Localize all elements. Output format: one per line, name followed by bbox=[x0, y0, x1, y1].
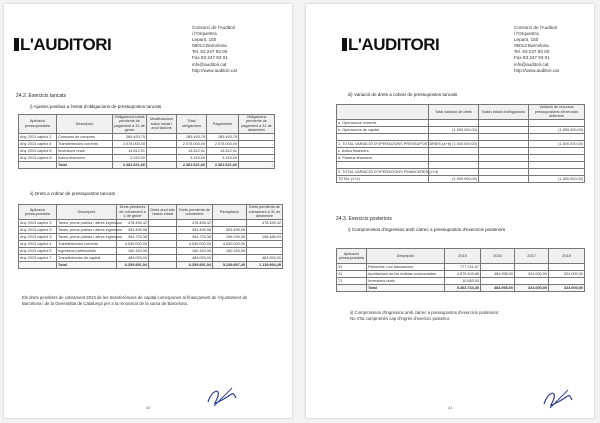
obligations-table bbox=[18, 114, 275, 169]
table-row bbox=[337, 127, 585, 134]
column-header: Variació de recursos pressupostaris d'exercicis anteriors bbox=[529, 105, 585, 120]
column-header: Drets pendents de cobrament bbox=[177, 205, 213, 220]
table-cell: 4.530.000,00 bbox=[177, 241, 213, 248]
address-line: info@auditori.cat bbox=[514, 61, 549, 67]
table-cell: (1.500.000,00) bbox=[429, 176, 479, 183]
table-cell: Patrocinis i col·laboracions bbox=[367, 264, 445, 271]
table-cell: (1.500.000,00) bbox=[529, 141, 585, 148]
table-cell: (1.500.000,00) bbox=[429, 127, 479, 134]
column-header: Descripció bbox=[57, 115, 113, 134]
table-cell: 10.583,00 bbox=[445, 278, 481, 285]
table-cell: 71 bbox=[337, 278, 367, 285]
address-line: info@auditori.cat bbox=[192, 61, 227, 67]
table-cell bbox=[149, 220, 177, 227]
table-cell: 324.000,00 bbox=[549, 271, 585, 278]
note-line: No s'ha compromès cap d'ingrés d'exercici posterior. bbox=[350, 316, 451, 321]
table-cell: Taxes, preus públics i altres ingressos bbox=[58, 221, 122, 225]
column-header: Total variació de drets bbox=[429, 105, 479, 120]
table-cell: 14.812,91 bbox=[113, 147, 147, 154]
table-cell: Consums de compres bbox=[57, 133, 113, 140]
table-cell: Inversions reals bbox=[57, 147, 113, 154]
table-cell: 6.359.891,94 bbox=[117, 262, 149, 269]
table-cell bbox=[19, 161, 57, 168]
table-cell: 2. TOTAL VARIACIÓ D'OPERACIONS FINANCERES (c+d) bbox=[338, 170, 438, 174]
address-line: Tel. 93 247 93 00 bbox=[192, 49, 228, 55]
table-cell: Any 2013 capítol 3 bbox=[19, 234, 57, 241]
table-cell: 4.575.409,68 bbox=[445, 271, 481, 278]
table-cell: - bbox=[239, 147, 275, 154]
table-row bbox=[337, 264, 585, 271]
table-cell: (1.500.000,00) bbox=[529, 176, 585, 183]
variation-table bbox=[336, 104, 585, 183]
table-cell: Any 2013 capítol 2 bbox=[19, 133, 57, 140]
table-cell bbox=[549, 264, 585, 271]
table-title: i) Ajustos positius a l'estat d'obligacions de pressupostos tancats bbox=[30, 104, 162, 109]
table-cell: Actius financers bbox=[57, 154, 113, 161]
footnote bbox=[350, 310, 584, 322]
table-cell: 353.495,08 bbox=[177, 227, 213, 234]
table-row bbox=[337, 162, 585, 169]
table-cell: 6.359.891,94 bbox=[177, 262, 213, 269]
table-row bbox=[337, 148, 585, 155]
table-cell: b. Operacions de capital bbox=[337, 127, 429, 134]
table-cell: c. Actius financers bbox=[337, 148, 429, 155]
table-cell: - bbox=[247, 248, 283, 255]
table-row bbox=[337, 278, 585, 285]
table-cell bbox=[515, 264, 549, 271]
table-cell: 3.315,00 bbox=[177, 154, 207, 161]
table-cell: 478.455,42 bbox=[247, 220, 283, 227]
table-cell bbox=[147, 147, 177, 154]
table-cell: Any 2013 capítol 6 bbox=[19, 147, 57, 154]
table-cell: 483.053,00 bbox=[247, 255, 283, 262]
table-cell: Taxes, preus públics i altres ingressos bbox=[58, 235, 122, 239]
table-cell bbox=[479, 134, 529, 141]
footnote bbox=[22, 295, 282, 307]
table-cell bbox=[147, 133, 177, 140]
table-cell: Any 2013 capítol 3 bbox=[19, 220, 57, 227]
table-cell: Any 2013 capítol 3 bbox=[19, 227, 57, 234]
table-cell bbox=[479, 169, 529, 176]
address-line: i l'Orquestra bbox=[514, 31, 539, 37]
section-title: 24.2. Exercicis tancats bbox=[16, 93, 67, 99]
table-cell bbox=[429, 148, 479, 155]
address-line: i l'Orquestra bbox=[192, 31, 217, 37]
table-cell: 1. TOTAL VARIACIÓ D'OPERACIONS PRESSUPOSTÀRIES (a+b) bbox=[338, 142, 452, 146]
table-cell: 41 bbox=[337, 271, 367, 278]
table-cell: 478.455,42 bbox=[177, 220, 213, 227]
table-cell: Transferències corrents bbox=[57, 241, 117, 248]
table-cell bbox=[19, 262, 57, 269]
table-cell: 324.000,00 bbox=[515, 271, 549, 278]
note-line: Els drets pendents de cobrament 2013 de les transferències de capital corresponen al finançament de l'Ajuntament de bbox=[22, 295, 248, 300]
table-row bbox=[19, 248, 283, 255]
table-cell: 285.493,75 bbox=[177, 133, 207, 140]
table-cell bbox=[481, 264, 515, 271]
column-header: Drets pendents de cobrament a 31 de desembre bbox=[247, 205, 283, 220]
table-cell bbox=[479, 127, 529, 134]
column-header: Aplicació pressupostària bbox=[19, 115, 57, 134]
table-title: i) Compromisos d'ingressos amb càrrec a pressupostos d'exercicis posteriors bbox=[348, 227, 506, 232]
table-row bbox=[19, 241, 283, 248]
total-row bbox=[19, 262, 283, 269]
table-cell bbox=[149, 255, 177, 262]
table-cell: Total bbox=[57, 262, 117, 269]
receivables-table bbox=[18, 204, 283, 269]
total-row bbox=[337, 285, 585, 292]
table-cell: 2.381.621,66 bbox=[177, 161, 207, 168]
table-cell: Taxes, preus públics i altres ingressos bbox=[58, 228, 122, 232]
address-line: Lepant, 150 bbox=[192, 37, 217, 43]
table-cell bbox=[147, 140, 177, 147]
table-cell bbox=[429, 162, 479, 169]
table-cell: 777.741,67 bbox=[445, 264, 481, 271]
table-cell: - bbox=[239, 140, 275, 147]
document-page-right bbox=[306, 4, 594, 418]
table-cell bbox=[479, 148, 529, 155]
column-header: 2018 bbox=[549, 249, 585, 264]
table-cell: 484.958,00 bbox=[481, 285, 515, 292]
table-cell bbox=[149, 262, 177, 269]
table-cell: 196.239,35 bbox=[213, 234, 247, 241]
future-commitments-table bbox=[336, 248, 585, 292]
address-line: 08013 Barcelona bbox=[514, 43, 549, 49]
document-page-left bbox=[4, 4, 292, 418]
table-cell: 4.530.000,00 bbox=[213, 241, 247, 248]
signature-icon bbox=[202, 384, 242, 410]
table-cell: - bbox=[529, 169, 585, 176]
table-cell bbox=[481, 278, 515, 285]
table-row bbox=[19, 234, 283, 241]
table-cell: 3.315,00 bbox=[113, 154, 147, 161]
table-cell: 483.053,00 bbox=[177, 255, 213, 262]
table-cell: 353.495,08 bbox=[213, 227, 247, 234]
table-cell bbox=[479, 176, 529, 183]
table-cell: 2.381.621,66 bbox=[113, 161, 147, 168]
table-cell: a. Operacions corrents bbox=[337, 120, 429, 127]
table-cell: Total bbox=[367, 285, 445, 292]
section-title: 24.3. Exercicis posteriors bbox=[336, 216, 392, 222]
column-header: Descripció bbox=[367, 249, 445, 264]
address-line: Lepant, 150 bbox=[514, 37, 539, 43]
address-line: Consorci de l'Auditori bbox=[514, 25, 558, 30]
table-cell: Transferències corrents bbox=[57, 140, 113, 147]
table-cell: (1.500.000,00) bbox=[529, 127, 585, 134]
table-cell: 160.163,06 bbox=[117, 248, 149, 255]
table-cell bbox=[529, 120, 585, 127]
table-cell bbox=[429, 155, 479, 162]
table-row bbox=[19, 133, 275, 140]
table-cell: 4.530.000,00 bbox=[117, 241, 149, 248]
table-cell bbox=[147, 161, 177, 168]
total-row bbox=[19, 161, 275, 168]
table-cell: - bbox=[239, 154, 275, 161]
table-cell bbox=[515, 278, 549, 285]
table-cell: - bbox=[529, 148, 585, 155]
table-row bbox=[19, 147, 275, 154]
table-cell bbox=[213, 220, 247, 227]
table-cell: TOTAL (1+2) bbox=[337, 176, 429, 183]
table-row bbox=[337, 155, 585, 162]
column-header: Obligacions pendents de pagament a 31 de desembre bbox=[239, 115, 275, 134]
table-cell: - bbox=[529, 155, 585, 162]
table-cell: Inversions reals bbox=[367, 278, 445, 285]
signature-icon bbox=[538, 386, 578, 412]
table-cell: 354.725,38 bbox=[117, 234, 149, 241]
column-header: Obligacions totals pendents de pagament a 31 de gener bbox=[114, 115, 145, 133]
column-header: Saldo inicial d'obligacions bbox=[479, 105, 529, 120]
table-cell bbox=[149, 227, 177, 234]
table-cell bbox=[549, 278, 585, 285]
table-cell: 324.000,00 bbox=[549, 285, 585, 292]
table-title: iii) Variació de drets a cobrar de pressupostos tancats bbox=[348, 92, 458, 97]
column-header: 2016 bbox=[481, 249, 515, 264]
table-cell: 14.812,91 bbox=[207, 147, 239, 154]
table-cell bbox=[529, 134, 585, 141]
address-line: Tel. 93 247 93 00 bbox=[514, 49, 550, 55]
table-cell: Ingressos patrimonials bbox=[57, 248, 117, 255]
table-cell bbox=[479, 155, 529, 162]
table-cell: 285.493,75 bbox=[207, 133, 239, 140]
table-cell: Any 2013 capítol 5 bbox=[19, 248, 57, 255]
table-cell: d. Passius financers bbox=[337, 155, 429, 162]
table-cell: - bbox=[239, 161, 275, 168]
auditori-logo: L'AUDITORI bbox=[342, 35, 439, 55]
table-cell: 1.119.994,45 bbox=[247, 262, 283, 269]
table-cell bbox=[479, 162, 529, 169]
table-cell bbox=[429, 120, 479, 127]
column-header: 2015 bbox=[445, 249, 481, 264]
table-row bbox=[337, 169, 585, 176]
note-line: Barcelona i de la Generalitat de Catalunya per a la renovació de la xarxa de Barcelona. bbox=[22, 301, 189, 306]
table-row bbox=[19, 154, 275, 161]
table-cell: Any 2013 capítol 7 bbox=[19, 255, 57, 262]
table-cell bbox=[149, 248, 177, 255]
table-cell: Transferències de capital bbox=[57, 255, 117, 262]
table-cell bbox=[337, 162, 429, 169]
page-number: 40 bbox=[146, 405, 151, 410]
table-cell: 14.812,91 bbox=[177, 147, 207, 154]
address-line: Consorci de l'Auditori bbox=[192, 25, 236, 30]
table-cell: Any 2013 capítol 4 bbox=[19, 140, 57, 147]
table-cell bbox=[479, 120, 529, 127]
table-cell: - bbox=[239, 133, 275, 140]
address-block bbox=[192, 25, 237, 74]
table-cell bbox=[337, 134, 429, 141]
table-cell: 2.078.000,00 bbox=[177, 140, 207, 147]
column-header: Drets anul·lats i saldo inicial bbox=[149, 205, 177, 220]
table-cell: 2.381.621,66 bbox=[207, 161, 239, 168]
table-cell: Total bbox=[57, 161, 113, 168]
table-cell bbox=[429, 134, 479, 141]
table-cell: 31 bbox=[337, 264, 367, 271]
auditori-logo: L'AUDITORI bbox=[14, 35, 111, 55]
table-cell: 5.239.897,49 bbox=[213, 262, 247, 269]
address-line: http://www.auditori.cat bbox=[192, 67, 237, 73]
table-cell: - bbox=[247, 227, 283, 234]
table-cell: 354.725,38 bbox=[177, 234, 213, 241]
table-row bbox=[337, 271, 585, 278]
page-number: 41 bbox=[448, 405, 453, 410]
table-cell: 324.000,00 bbox=[515, 285, 549, 292]
table-cell: 285.493,75 bbox=[113, 133, 147, 140]
column-header: 2017 bbox=[515, 249, 549, 264]
logo-mark-icon bbox=[342, 38, 347, 51]
address-line: 08013 Barcelona bbox=[192, 43, 227, 49]
column-header: Aplicació pressupostària bbox=[19, 205, 57, 220]
column-header: Modificacions saldo inicial i anul·lacions bbox=[147, 115, 177, 134]
table-cell bbox=[479, 141, 529, 148]
table-row bbox=[337, 134, 585, 141]
table-row bbox=[19, 255, 283, 262]
table-row bbox=[19, 227, 283, 234]
table-cell bbox=[213, 255, 247, 262]
table-row bbox=[337, 141, 585, 148]
column-header: Recaptació bbox=[213, 205, 247, 220]
table-cell: - bbox=[247, 241, 283, 248]
column-header: Aplicació pressupostària bbox=[337, 249, 367, 264]
column-header bbox=[337, 105, 429, 120]
table-cell: (1.500.000,00) bbox=[429, 141, 479, 148]
table-cell: 353.495,08 bbox=[117, 227, 149, 234]
address-block bbox=[514, 25, 559, 74]
address-line: http://www.auditori.cat bbox=[514, 67, 559, 73]
table-cell: 5.363.734,35 bbox=[445, 285, 481, 292]
table-cell: Any 2013 capítol 8 bbox=[19, 154, 57, 161]
table-cell: Any 2013 capítol 4 bbox=[19, 241, 57, 248]
table-cell: 483.053,00 bbox=[117, 255, 149, 262]
column-header: Pagaments bbox=[207, 115, 239, 134]
table-cell: 2.078.000,00 bbox=[207, 140, 239, 147]
table-row bbox=[337, 120, 585, 127]
address-line: Fax 93 247 93 01 bbox=[514, 55, 550, 61]
table-cell bbox=[529, 162, 585, 169]
table-cell: 484.958,00 bbox=[481, 271, 515, 278]
column-header: Descripció bbox=[57, 205, 117, 220]
table-row bbox=[337, 176, 585, 183]
column-header: Total obligacions bbox=[177, 115, 207, 134]
table-cell bbox=[149, 241, 177, 248]
table-cell: 158.486,03 bbox=[247, 234, 283, 241]
table-cell bbox=[147, 154, 177, 161]
table-cell bbox=[149, 234, 177, 241]
table-row bbox=[19, 140, 275, 147]
table-cell: 3.315,00 bbox=[207, 154, 239, 161]
table-cell: 2.078.000,00 bbox=[113, 140, 147, 147]
logo-mark-icon bbox=[14, 38, 19, 51]
table-title: ii) Drets a cobrar de pressupostos tancats bbox=[30, 191, 116, 196]
note-line: ii) Compromisos d'ingressos amb càrrec a pressupostos d'exercicis posteriors: bbox=[350, 310, 500, 315]
table-row bbox=[19, 220, 283, 227]
table-cell bbox=[337, 285, 367, 292]
table-cell: 478.455,42 bbox=[117, 220, 149, 227]
column-header: Drets pendents de cobrament a 1 de gener bbox=[117, 205, 149, 220]
table-cell: 160.163,06 bbox=[213, 248, 247, 255]
table-cell: Aportacions de les entitats consorciades bbox=[367, 271, 445, 278]
address-line: Fax 93 247 93 01 bbox=[192, 55, 228, 61]
table-cell: 160.163,06 bbox=[177, 248, 213, 255]
